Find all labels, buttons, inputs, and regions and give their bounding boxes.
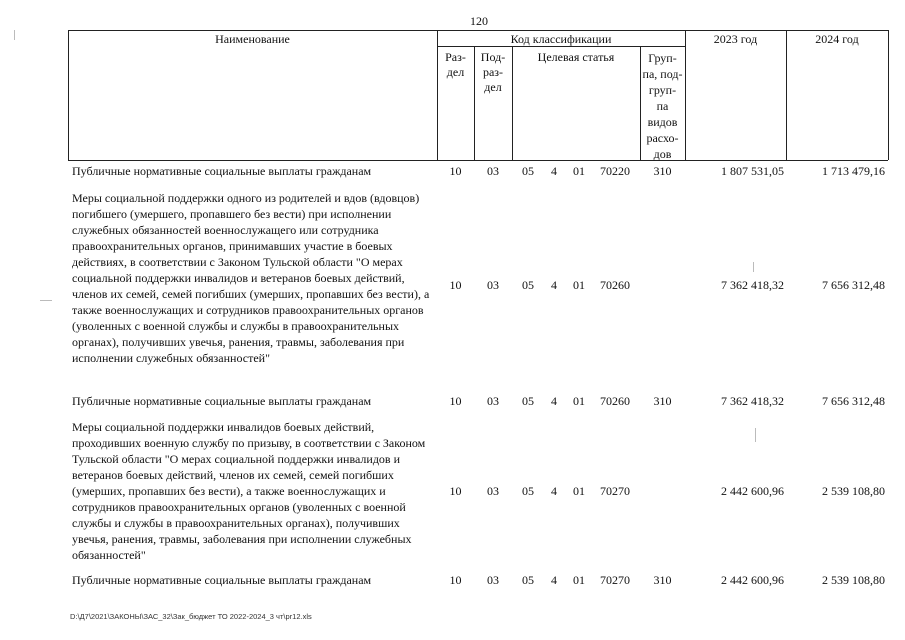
row-2024: 7 656 312,48 [822,278,885,292]
row-razdel: 10 [449,484,462,498]
header-year-2023: 2023 год [713,32,758,46]
row-2023: 2 442 600,96 [721,573,784,587]
row-razdel: 10 [449,278,462,292]
row-cs4: 70270 [600,573,630,587]
row-2023: 1 807 531,05 [721,164,784,178]
row-cs3: 01 [573,484,585,498]
row-cs3: 01 [573,394,585,408]
header-target-article: Целевая статья [537,50,615,64]
header-section: Раз- дел [445,50,466,79]
header-year-2024: 2024 год [815,32,859,46]
row-podrazdel: 03 [487,484,499,498]
row-name: Публичные нормативные социальные выплаты гражданам [72,394,372,408]
row-2024: 7 656 312,48 [822,394,885,408]
scan-mark [40,300,52,301]
row-cs2: 4 [551,164,557,178]
row-podrazdel: 03 [487,164,499,178]
header-code-group: Код классификации [510,32,612,46]
row-cs1: 05 [522,278,534,292]
row-2023: 7 362 418,32 [721,278,784,292]
header-name: Наименование [215,32,290,46]
row-razdel: 10 [449,394,462,408]
header-subsection: Под- раз- дел [480,50,506,94]
scan-mark [753,262,754,272]
row-podrazdel: 03 [487,573,499,587]
header-expense-group: Груп- па, под- груп- па видов расхо- дов [642,51,683,161]
row-podrazdel: 03 [487,278,499,292]
row-razdel: 10 [449,164,462,178]
row-name: Меры социальной поддержки инвалидов боевых действий, проходивших военную службу по призыву, в соответствии с Законом Тульской области "О мерах социальной поддержки инвалидов и ветеранов боевых действий, членов их семей, семей погибших (умерших, пропавших без вести), а также военнослужащих и сотрудников правоохранительных органов (уволенных с военной службы и службы в правоохранительных органах), получивших увечья, ранения, травмы, заболевания при исполнении служебных обязанностей" [72,420,426,562]
row-2023: 2 442 600,96 [721,484,784,498]
row-cs4: 70220 [600,164,630,178]
row-cs3: 01 [573,278,585,292]
row-vr: 310 [653,394,672,408]
row-2024: 2 539 108,80 [822,484,885,498]
scan-mark [14,30,15,40]
row-cs2: 4 [551,278,557,292]
row-2024: 2 539 108,80 [822,573,885,587]
row-cs2: 4 [551,394,557,408]
row-2024: 1 713 479,16 [822,164,885,178]
row-cs4: 70260 [600,394,630,408]
row-vr: 310 [653,164,672,178]
row-name: Публичные нормативные социальные выплаты гражданам [72,164,372,178]
row-name: Публичные нормативные социальные выплаты гражданам [72,573,372,587]
row-cs2: 4 [551,573,557,587]
row-cs4: 70270 [600,484,630,498]
row-cs1: 05 [522,484,534,498]
row-vr: 310 [653,573,672,587]
row-podrazdel: 03 [487,394,499,408]
row-razdel: 10 [449,573,462,587]
row-2023: 7 362 418,32 [721,394,784,408]
row-cs1: 05 [522,164,534,178]
row-cs3: 01 [573,573,585,587]
scan-mark [755,428,756,442]
row-cs4: 70260 [600,278,630,292]
row-cs1: 05 [522,394,534,408]
row-cs2: 4 [551,484,557,498]
row-name: Меры социальной поддержки одного из родителей и вдов (вдовцов) погибшего (умершего, пропавшего без вести) при исполнении служебных обязанностей военнослужащего или сотрудника правоохранительных органов, принимавших участие в боевых действиях, в соответствии с Законом Тульской области "О мерах социальной поддержки инвалидов и ветеранов боевых действий, членов их семей, семей погибших (умерших, пропавших без вести), а также военнослужащих и сотрудников правоохранительных органов (уволенных с военной службы и службы в правоохранительных органах), получивших увечья, ранения, травмы, заболевания при исполнении служебных обязанностей" [72,191,430,365]
row-cs1: 05 [522,573,534,587]
page-number: 120 [470,14,488,28]
file-path-footer: D:\Д7\2021\ЗАКОНЫ\ЗАС_32\Зак_бюджет ТО 2022-2024_3 чт\pr12.xls [70,612,312,621]
row-cs3: 01 [573,164,585,178]
